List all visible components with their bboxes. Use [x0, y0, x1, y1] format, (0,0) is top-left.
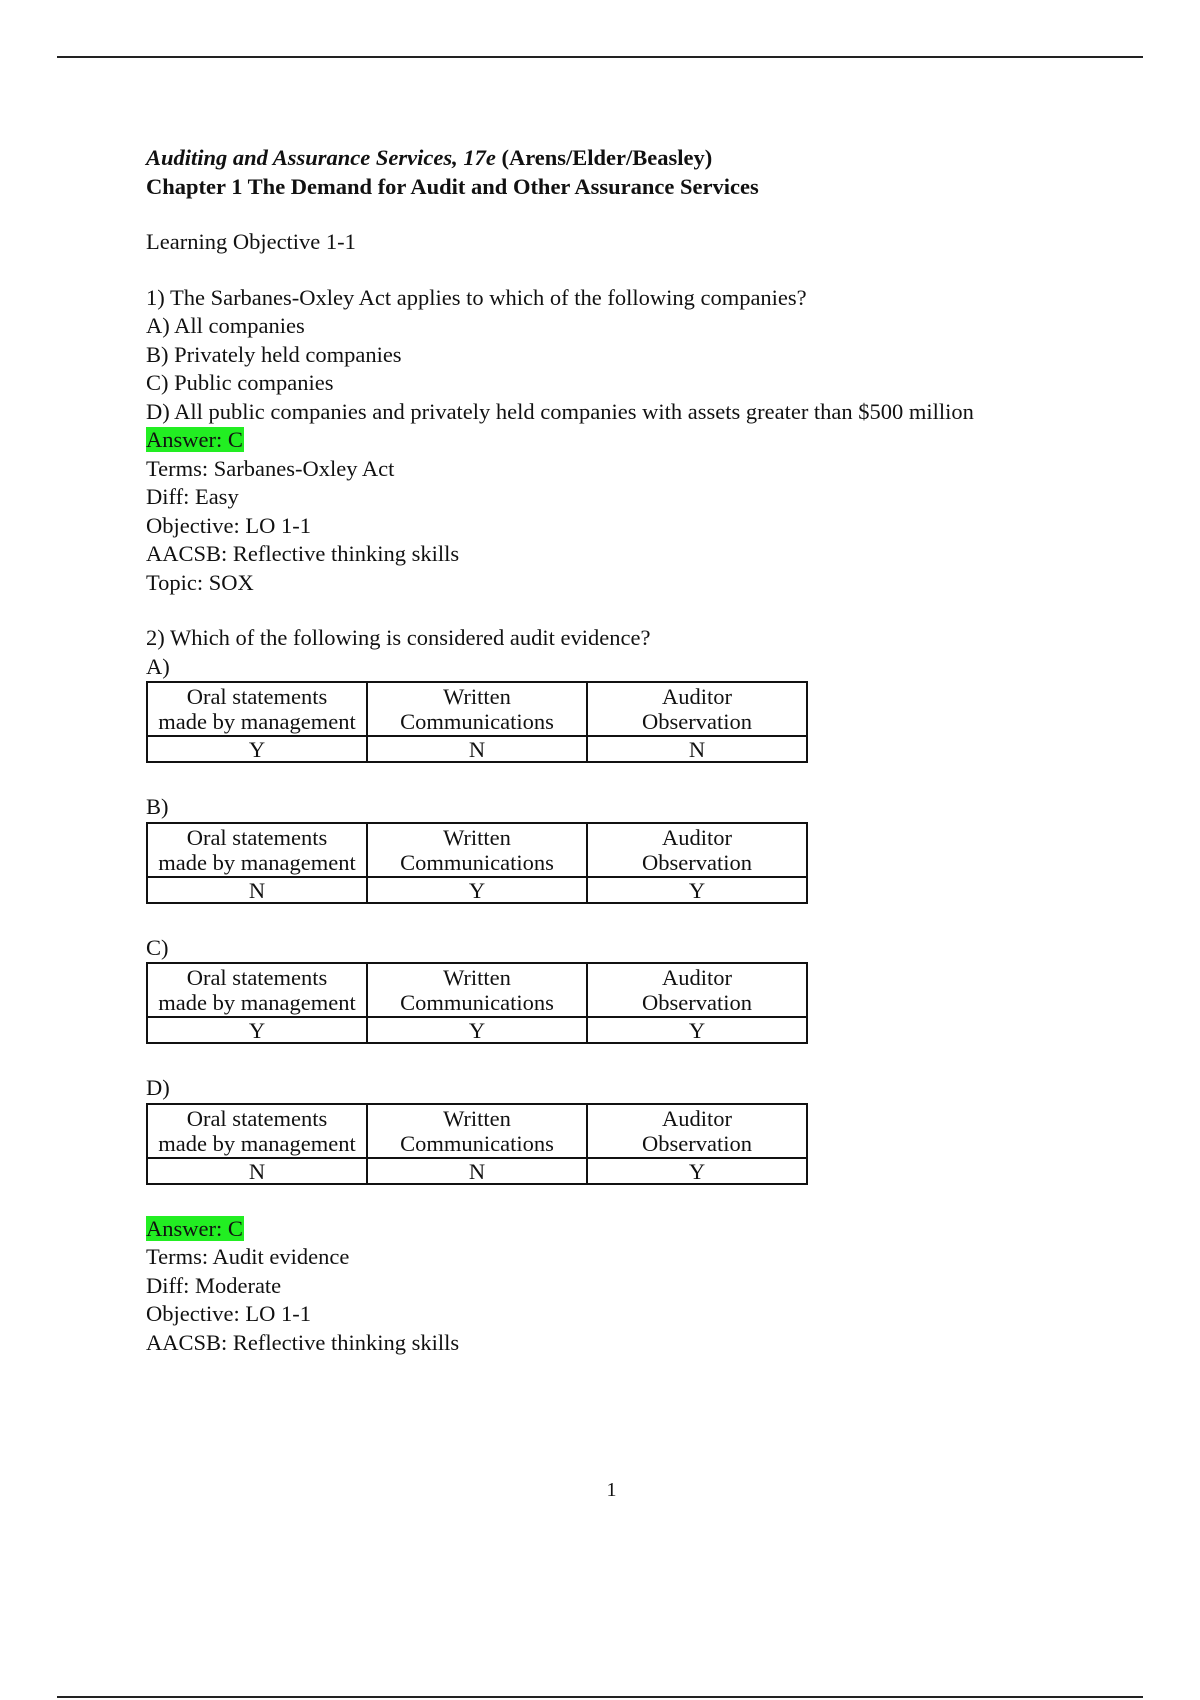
- question-2-aacsb: AACSB: Reflective thinking skills: [146, 1329, 460, 1355]
- value-auditor-observation: Y: [587, 1158, 807, 1184]
- question-1-option-b: B) Privately held companies: [146, 341, 402, 367]
- question-1-topic: Topic: SOX: [146, 569, 254, 595]
- value-written-communications: N: [367, 736, 587, 762]
- top-rule: [57, 56, 1143, 58]
- question-1-answer: Answer: C: [146, 427, 243, 452]
- question-2-option-c-label: C): [146, 934, 169, 960]
- question-1-text: 1) The Sarbanes-Oxley Act applies to which of the following companies?: [146, 284, 807, 310]
- value-written-communications: Y: [367, 1017, 587, 1043]
- question-2-text: 2) Which of the following is considered audit evidence?: [146, 625, 651, 650]
- header-auditor-observation: Auditor Observation: [587, 1104, 807, 1158]
- question-2-option-d-label: D): [146, 1075, 170, 1100]
- book-title: Auditing and Assurance Services, 17e: [146, 145, 496, 170]
- question-1-option-c: C) Public companies: [146, 370, 334, 395]
- header-written-communications: Written Communications: [367, 963, 587, 1017]
- question-2-objective: Objective: LO 1-1: [146, 1301, 311, 1326]
- header-oral-statements: Oral statements made by management: [147, 1104, 367, 1158]
- question-2-terms: Terms: Audit evidence: [146, 1244, 350, 1269]
- question-1-difficulty: Diff: Easy: [146, 484, 239, 509]
- bottom-rule: [57, 1696, 1143, 1698]
- header-written-communications: Written Communications: [367, 682, 587, 736]
- question-2-answer: Answer: C: [146, 1215, 243, 1241]
- question-2-option-a-table: [146, 681, 808, 763]
- header-oral-statements: Oral statements made by management: [147, 963, 367, 1017]
- question-1: [146, 284, 1086, 598]
- value-oral-statements: N: [147, 1158, 367, 1184]
- learning-objective-heading: Learning Objective 1-1: [146, 229, 356, 254]
- question-2-option-b-table: [146, 822, 808, 904]
- question-1-terms: Terms: Sarbanes-Oxley Act: [146, 455, 395, 481]
- question-2-option-a-label: A): [146, 653, 170, 679]
- question-2-option-b-label: B): [146, 794, 169, 819]
- question-1-objective: Objective: LO 1-1: [146, 512, 311, 538]
- book-title-line: [146, 144, 1086, 173]
- header-oral-statements: Oral statements made by management: [147, 682, 367, 736]
- question-2-difficulty: Diff: Moderate: [146, 1272, 282, 1298]
- question-2-option-c-table: [146, 962, 808, 1044]
- question-1-aacsb: AACSB: Reflective thinking skills: [146, 541, 460, 566]
- value-auditor-observation: N: [587, 736, 807, 762]
- chapter-title: Chapter 1 The Demand for Audit and Other Assurance Services: [146, 173, 759, 199]
- header-written-communications: Written Communications: [367, 1104, 587, 1158]
- header-oral-statements: Oral statements made by management: [147, 823, 367, 877]
- header-auditor-observation: Auditor Observation: [587, 963, 807, 1017]
- question-2: [146, 624, 1086, 1357]
- header-written-communications: Written Communications: [367, 823, 587, 877]
- value-oral-statements: Y: [147, 1017, 367, 1043]
- value-oral-statements: Y: [147, 736, 367, 762]
- value-oral-statements: N: [147, 877, 367, 903]
- value-written-communications: N: [367, 1158, 587, 1184]
- value-auditor-observation: Y: [587, 1017, 807, 1043]
- page-number: 1: [606, 1479, 617, 1501]
- question-1-option-d: D) All public companies and privately held companies with assets greater than $500 million: [146, 398, 974, 424]
- header-auditor-observation: Auditor Observation: [587, 823, 807, 877]
- header-auditor-observation: Auditor Observation: [587, 682, 807, 736]
- document-page: [146, 144, 1086, 1357]
- question-2-option-d-table: [146, 1103, 808, 1185]
- value-auditor-observation: Y: [587, 877, 807, 903]
- value-written-communications: Y: [367, 877, 587, 903]
- book-authors: (Arens/Elder/Beasley): [495, 145, 713, 170]
- question-1-option-a: A) All companies: [146, 313, 305, 338]
